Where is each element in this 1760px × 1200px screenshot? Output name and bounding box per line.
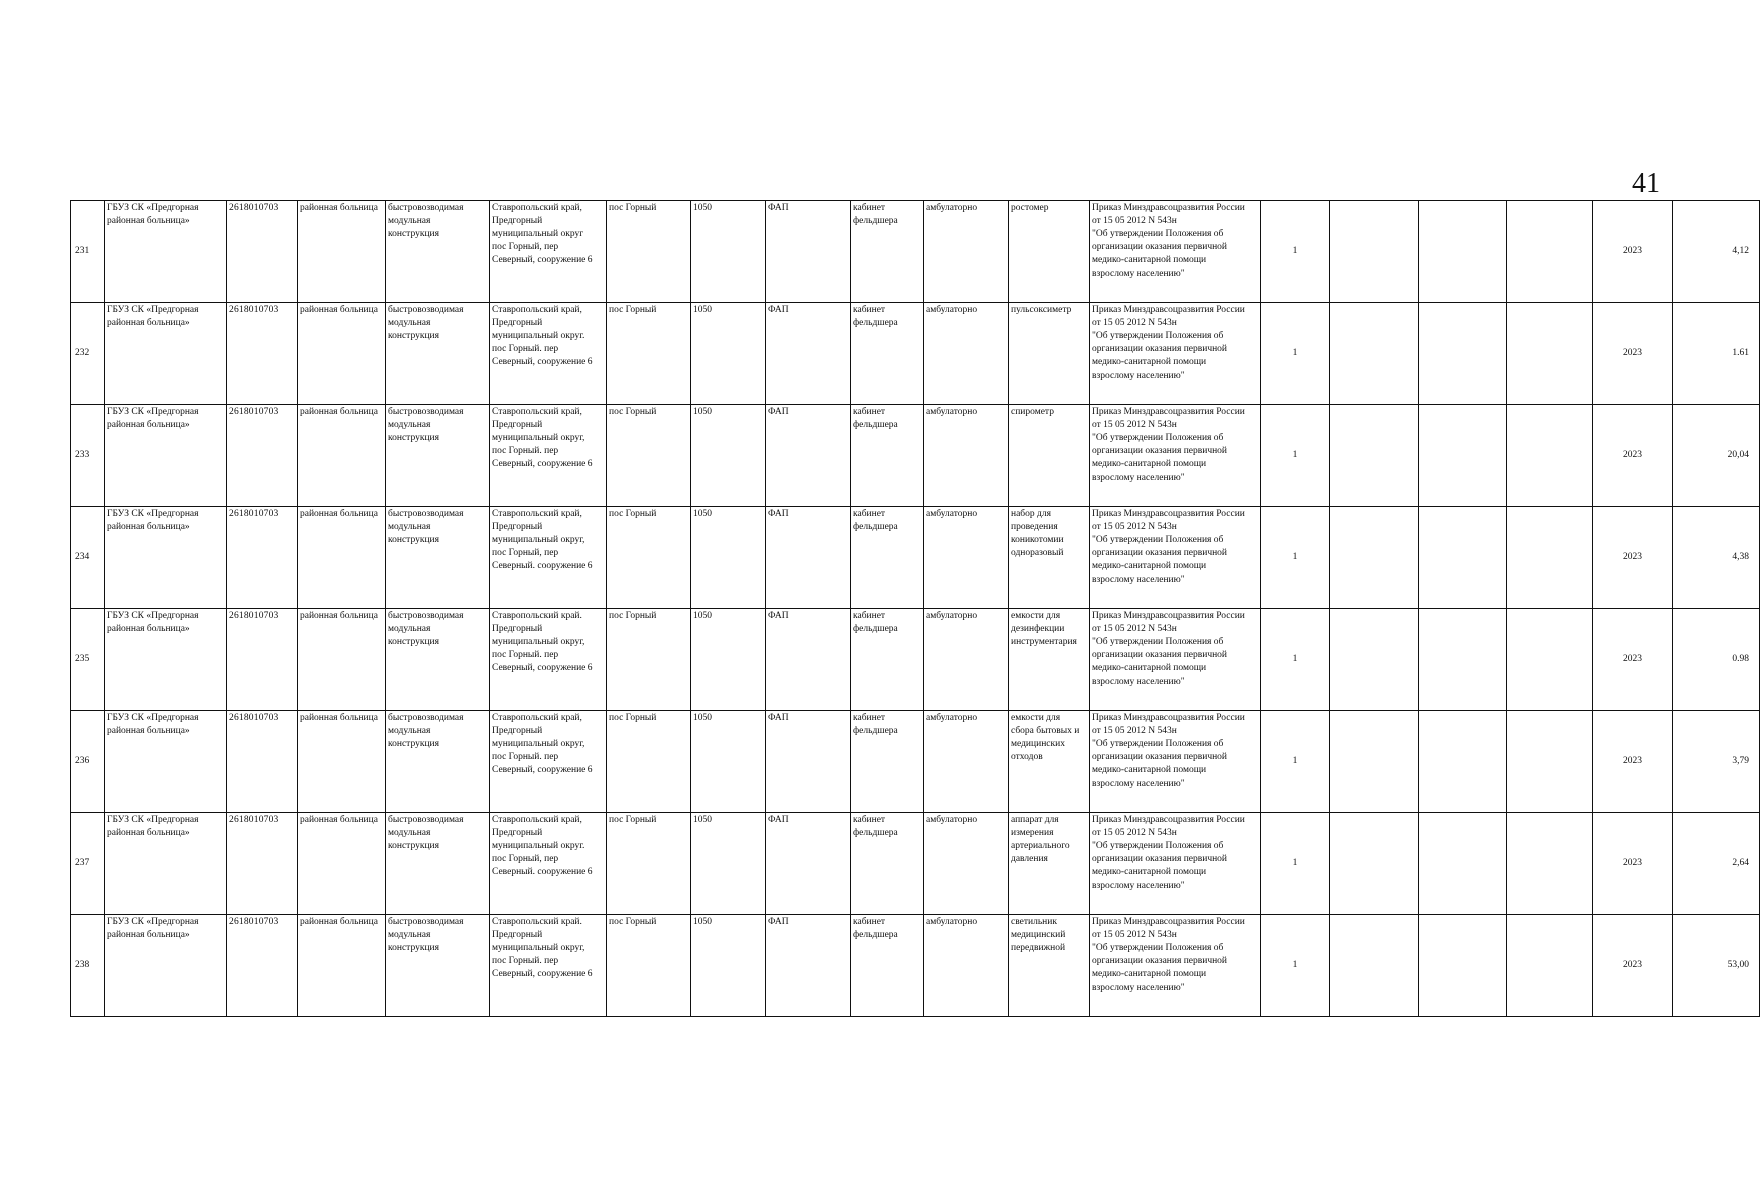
quantity-cell: 1 [1261,711,1330,813]
facility-type-cell: районная больница [298,405,386,507]
settlement-cell: пос Горный [607,507,691,609]
year-cell: 2023 [1593,201,1673,303]
empty-cell-1 [1330,201,1419,303]
population-cell: 1050 [691,303,766,405]
empty-cell-3 [1507,303,1593,405]
cost-cell: 0.98 [1673,609,1760,711]
care-type-cell: амбулаторно [924,813,1009,915]
population-cell: 1050 [691,915,766,1017]
table-row [71,201,1760,303]
equipment-cell: емкости для сбора бытовых и медицинских отходов [1009,711,1090,813]
settlement-cell: пос Горный [607,405,691,507]
facility-type-cell: районная больница [298,609,386,711]
organization-cell: ГБУЗ СК «Предгорная районная больница» [105,303,227,405]
year-cell: 2023 [1593,711,1673,813]
inn-cell: 2618010703 [227,915,298,1017]
regulation-cell: Приказ Минздравсоцразвития России от 15 05 2012 N 543н "Об утверждении Положения об организации оказания первичной медико-санитарной помощи взрослому населению" [1090,507,1261,609]
cost-cell: 4,12 [1673,201,1760,303]
row-number: 238 [71,915,105,1017]
care-type-cell: амбулаторно [924,507,1009,609]
unit-cell: ФАП [766,405,851,507]
building-type-cell: быстровозводимая модульная конструкция [386,813,490,915]
regulation-cell: Приказ Минздравсоцразвития России от 15 05 2012 N 543н "Об утверждении Положения об организации оказания первичной медико-санитарной помощи взрослому населению" [1090,303,1261,405]
empty-cell-2 [1419,405,1507,507]
inn-cell: 2618010703 [227,813,298,915]
unit-cell: ФАП [766,507,851,609]
population-cell: 1050 [691,507,766,609]
address-cell: Ставропольский край. Предгорный муниципальный округ, пос Горный. пер Северный, сооружение 6 [490,915,607,1017]
regulation-cell: Приказ Минздравсоцразвития России от 15 05 2012 N 543н "Об утверждении Положения об организации оказания первичной медико-санитарной помощи взрослому населению" [1090,405,1261,507]
settlement-cell: пос Горный [607,303,691,405]
facility-type-cell: районная больница [298,915,386,1017]
quantity-cell: 1 [1261,915,1330,1017]
room-cell: кабинет фельдшера [851,609,924,711]
empty-cell-1 [1330,507,1419,609]
unit-cell: ФАП [766,201,851,303]
address-cell: Ставропольский край, Предгорный муниципальный округ, пос Горный, пер Северный. сооружение 6 [490,507,607,609]
year-cell: 2023 [1593,303,1673,405]
cost-cell: 1.61 [1673,303,1760,405]
inn-cell: 2618010703 [227,405,298,507]
settlement-cell: пос Горный [607,813,691,915]
year-cell: 2023 [1593,405,1673,507]
row-number: 235 [71,609,105,711]
care-type-cell: амбулаторно [924,711,1009,813]
empty-cell-3 [1507,201,1593,303]
settlement-cell: пос Горный [607,711,691,813]
year-cell: 2023 [1593,609,1673,711]
cost-cell: 53,00 [1673,915,1760,1017]
table-row [71,507,1760,609]
building-type-cell: быстровозводимая модульная конструкция [386,711,490,813]
organization-cell: ГБУЗ СК «Предгорная районная больница» [105,609,227,711]
unit-cell: ФАП [766,303,851,405]
empty-cell-3 [1507,711,1593,813]
care-type-cell: амбулаторно [924,201,1009,303]
equipment-table [70,200,1760,1017]
facility-type-cell: районная больница [298,507,386,609]
year-cell: 2023 [1593,813,1673,915]
unit-cell: ФАП [766,609,851,711]
row-number: 236 [71,711,105,813]
room-cell: кабинет фельдшера [851,507,924,609]
empty-cell-3 [1507,507,1593,609]
table-row [71,813,1760,915]
regulation-cell: Приказ Минздравсоцразвития России от 15 05 2012 N 543н "Об утверждении Положения об организации оказания первичной медико-санитарной помощи взрослому населению" [1090,609,1261,711]
organization-cell: ГБУЗ СК «Предгорная районная больница» [105,813,227,915]
quantity-cell: 1 [1261,303,1330,405]
table-row [71,609,1760,711]
equipment-cell: набор для проведения коникотомии одноразовый [1009,507,1090,609]
regulation-cell: Приказ Минздравсоцразвития России от 15 05 2012 N 543н "Об утверждении Положения об организации оказания первичной медико-санитарной помощи взрослому населению" [1090,915,1261,1017]
empty-cell-1 [1330,405,1419,507]
table-row [71,915,1760,1017]
address-cell: Ставропольский край, Предгорный муниципальный округ. пос Горный, пер Северный. сооружение 6 [490,813,607,915]
facility-type-cell: районная больница [298,303,386,405]
quantity-cell: 1 [1261,813,1330,915]
empty-cell-2 [1419,201,1507,303]
empty-cell-2 [1419,609,1507,711]
room-cell: кабинет фельдшера [851,405,924,507]
population-cell: 1050 [691,201,766,303]
row-number: 237 [71,813,105,915]
organization-cell: ГБУЗ СК «Предгорная районная больница» [105,201,227,303]
address-cell: Ставропольский край. Предгорный муниципальный округ, пос Горный. пер Северный, сооружение 6 [490,609,607,711]
care-type-cell: амбулаторно [924,405,1009,507]
building-type-cell: быстровозводимая модульная конструкция [386,507,490,609]
facility-type-cell: районная больница [298,813,386,915]
regulation-cell: Приказ Минздравсоцразвития России от 15 05 2012 N 543н "Об утверждении Положения об организации оказания первичной медико-санитарной помощи взрослому населению" [1090,711,1261,813]
empty-cell-1 [1330,711,1419,813]
empty-cell-3 [1507,609,1593,711]
quantity-cell: 1 [1261,405,1330,507]
settlement-cell: пос Горный [607,609,691,711]
row-number: 232 [71,303,105,405]
page-number: 41 [1632,168,1660,199]
cost-cell: 2,64 [1673,813,1760,915]
organization-cell: ГБУЗ СК «Предгорная районная больница» [105,507,227,609]
care-type-cell: амбулаторно [924,915,1009,1017]
empty-cell-2 [1419,711,1507,813]
room-cell: кабинет фельдшера [851,813,924,915]
building-type-cell: быстровозводимая модульная конструкция [386,609,490,711]
facility-type-cell: районная больница [298,201,386,303]
equipment-cell: светильник медицинский передвижной [1009,915,1090,1017]
address-cell: Ставропольский край, Предгорный муниципальный округ. пос Горный. пер Северный, сооружение 6 [490,303,607,405]
equipment-cell: пульсоксиметр [1009,303,1090,405]
building-type-cell: быстровозводимая модульная конструкция [386,201,490,303]
organization-cell: ГБУЗ СК «Предгорная районная больница» [105,915,227,1017]
inn-cell: 2618010703 [227,711,298,813]
row-number: 233 [71,405,105,507]
inn-cell: 2618010703 [227,303,298,405]
empty-cell-1 [1330,813,1419,915]
building-type-cell: быстровозводимая модульная конструкция [386,915,490,1017]
unit-cell: ФАП [766,813,851,915]
care-type-cell: амбулаторно [924,303,1009,405]
inn-cell: 2618010703 [227,507,298,609]
empty-cell-3 [1507,915,1593,1017]
quantity-cell: 1 [1261,609,1330,711]
row-number: 231 [71,201,105,303]
building-type-cell: быстровозводимая модульная конструкция [386,405,490,507]
organization-cell: ГБУЗ СК «Предгорная районная больница» [105,711,227,813]
quantity-cell: 1 [1261,507,1330,609]
room-cell: кабинет фельдшера [851,711,924,813]
empty-cell-2 [1419,507,1507,609]
year-cell: 2023 [1593,507,1673,609]
unit-cell: ФАП [766,711,851,813]
settlement-cell: пос Горный [607,915,691,1017]
inn-cell: 2618010703 [227,609,298,711]
equipment-cell: ростомер [1009,201,1090,303]
year-cell: 2023 [1593,915,1673,1017]
population-cell: 1050 [691,609,766,711]
row-number: 234 [71,507,105,609]
cost-cell: 20,04 [1673,405,1760,507]
settlement-cell: пос Горный [607,201,691,303]
address-cell: Ставропольский край, Предгорный муниципальный округ, пос Горный. пер Северный, сооружение 6 [490,711,607,813]
table-row [71,711,1760,813]
room-cell: кабинет фельдшера [851,303,924,405]
population-cell: 1050 [691,813,766,915]
empty-cell-2 [1419,915,1507,1017]
quantity-cell: 1 [1261,201,1330,303]
address-cell: Ставропольский край, Предгорный муниципальный округ пос Горный, пер Северный, сооружение 6 [490,201,607,303]
equipment-cell: аппарат для измерения артериального давления [1009,813,1090,915]
table-row [71,303,1760,405]
equipment-cell: спирометр [1009,405,1090,507]
regulation-cell: Приказ Минздравсоцразвития России от 15 05 2012 N 543н "Об утверждении Положения об организации оказания первичной медико-санитарной помощи взрослому населению" [1090,201,1261,303]
facility-type-cell: районная больница [298,711,386,813]
table-body [71,201,1760,1017]
empty-cell-3 [1507,405,1593,507]
regulation-cell: Приказ Минздравсоцразвития России от 15 05 2012 N 543н "Об утверждении Положения об организации оказания первичной медико-санитарной помощи взрослому населению" [1090,813,1261,915]
building-type-cell: быстровозводимая модульная конструкция [386,303,490,405]
cost-cell: 3,79 [1673,711,1760,813]
address-cell: Ставропольский край, Предгорный муниципальный округ, пос Горный. пер Северный, сооружение 6 [490,405,607,507]
empty-cell-2 [1419,303,1507,405]
cost-cell: 4,38 [1673,507,1760,609]
equipment-cell: емкости для дезинфекции инструментария [1009,609,1090,711]
care-type-cell: амбулаторно [924,609,1009,711]
empty-cell-1 [1330,609,1419,711]
empty-cell-2 [1419,813,1507,915]
population-cell: 1050 [691,405,766,507]
room-cell: кабинет фельдшера [851,915,924,1017]
empty-cell-1 [1330,915,1419,1017]
inn-cell: 2618010703 [227,201,298,303]
population-cell: 1050 [691,711,766,813]
room-cell: кабинет фельдшера [851,201,924,303]
empty-cell-3 [1507,813,1593,915]
organization-cell: ГБУЗ СК «Предгорная районная больница» [105,405,227,507]
empty-cell-1 [1330,303,1419,405]
table-row [71,405,1760,507]
unit-cell: ФАП [766,915,851,1017]
